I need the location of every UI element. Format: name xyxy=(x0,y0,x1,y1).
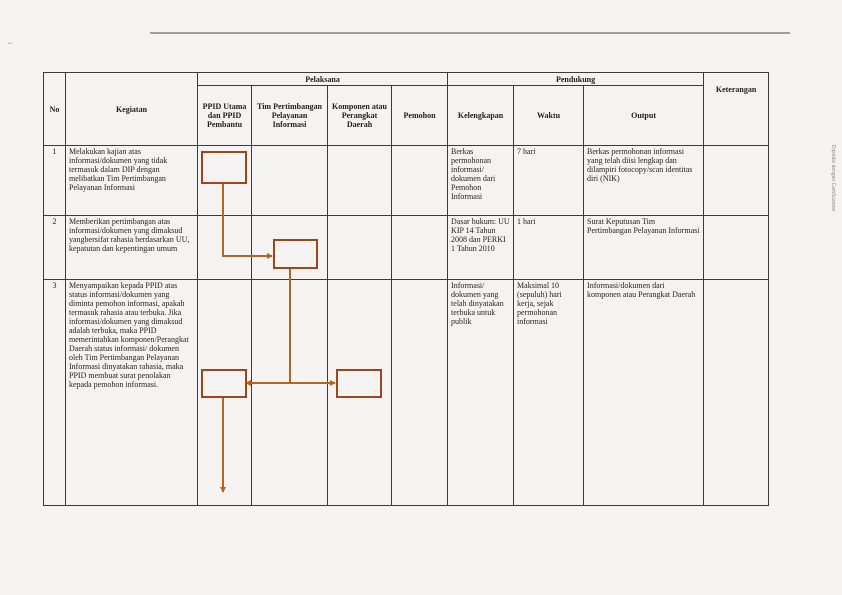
row-keterangan xyxy=(704,146,769,216)
cell-pemohon xyxy=(392,146,448,216)
row-waktu: Maksimal 10 (sepuluh) hari kerja, sejak permohonan informasi xyxy=(514,280,584,506)
scanner-watermark: Dipindai dengan CamScanner xyxy=(830,145,836,212)
header-kelengkapan: Kelengkapan xyxy=(448,86,514,146)
header-waktu: Waktu xyxy=(514,86,584,146)
row-output: Surat Keputusan Tim Pertimbangan Pelayanan Informasi xyxy=(584,216,704,280)
table-row xyxy=(44,146,769,216)
cell-pemohon xyxy=(392,280,448,506)
row-kelengkapan: Informasi/ dokumen yang telah dinyatakan terbuka untuk publik xyxy=(448,280,514,506)
header-ppid: PPID Utama dan PPID Pembantu xyxy=(198,86,252,146)
scan-mark: ~ xyxy=(8,40,12,48)
cell-pemohon xyxy=(392,216,448,280)
header-output: Output xyxy=(584,86,704,146)
cell-komponen xyxy=(328,280,392,506)
header-komponen: Komponen atau Perangkat Daerah xyxy=(328,86,392,146)
row-kelengkapan: Dasar hukum: UU KIP 14 Tahun 2008 dan PERKI 1 Tahun 2010 xyxy=(448,216,514,280)
header-keterangan: Keterangan xyxy=(704,73,769,146)
scan-top-line xyxy=(150,32,790,34)
header-row-1 xyxy=(44,73,769,86)
cell-ppid xyxy=(198,216,252,280)
cell-tim xyxy=(252,216,328,280)
sop-table xyxy=(43,72,769,506)
table-row xyxy=(44,216,769,280)
cell-tim xyxy=(252,146,328,216)
row-kegiatan: Melakukan kajian atas informasi/dokumen yang tidak termasuk dalam DIP dengan melibatkan Tim Pertimbangan Pelayanan Informasi xyxy=(66,146,198,216)
header-no: No xyxy=(44,73,66,146)
header-pemohon: Pemohon xyxy=(392,86,448,146)
header-pelaksana: Pelaksana xyxy=(198,73,448,86)
row-keterangan xyxy=(704,280,769,506)
row-keterangan xyxy=(704,216,769,280)
row-no: 3 xyxy=(44,280,66,506)
header-tim: Tim Pertimbangan Pelayanan Informasi xyxy=(252,86,328,146)
cell-ppid xyxy=(198,146,252,216)
row-no: 2 xyxy=(44,216,66,280)
cell-komponen xyxy=(328,216,392,280)
row-output: Berkas permohonan informasi yang telah diisi lengkap dan dilampiri fotocopy/scan identitas diri (NIK) xyxy=(584,146,704,216)
row-kegiatan: Menyampaikan kepada PPID atas status informasi/dokumen yang diminta pemohon informasi, apakah termasuk rahasia atau terbuka. Jika informasi/dokumen yang dimaksud adalah terbuka, maka PPID memerintahkan komponen/Perangkat Daerah status informasi/ dokumen oleh Tim Pertimbangan Pelayanan Informasi dinyatakan rahasia, maka PPID membuat surat penolakan kepada pemohon informasi. xyxy=(66,280,198,506)
row-kegiatan: Memberikan pertimbangan atas informasi/dokumen yang dimaksud yangbersifat rahasia berdasarkan UU, kepatutan dan kepentingan umum xyxy=(66,216,198,280)
table-row xyxy=(44,280,769,506)
cell-ppid xyxy=(198,280,252,506)
row-kelengkapan: Berkas permohonan informasi/ dokumen dari Pemohon Informasi xyxy=(448,146,514,216)
row-output: Informasi/dokumen dari komponen atau Perangkat Daerah xyxy=(584,280,704,506)
header-pendukung: Pendukung xyxy=(448,73,704,86)
header-kegiatan: Kegiatan xyxy=(66,73,198,146)
cell-komponen xyxy=(328,146,392,216)
cell-tim xyxy=(252,280,328,506)
row-waktu: 1 hari xyxy=(514,216,584,280)
row-no: 1 xyxy=(44,146,66,216)
row-waktu: 7 hari xyxy=(514,146,584,216)
